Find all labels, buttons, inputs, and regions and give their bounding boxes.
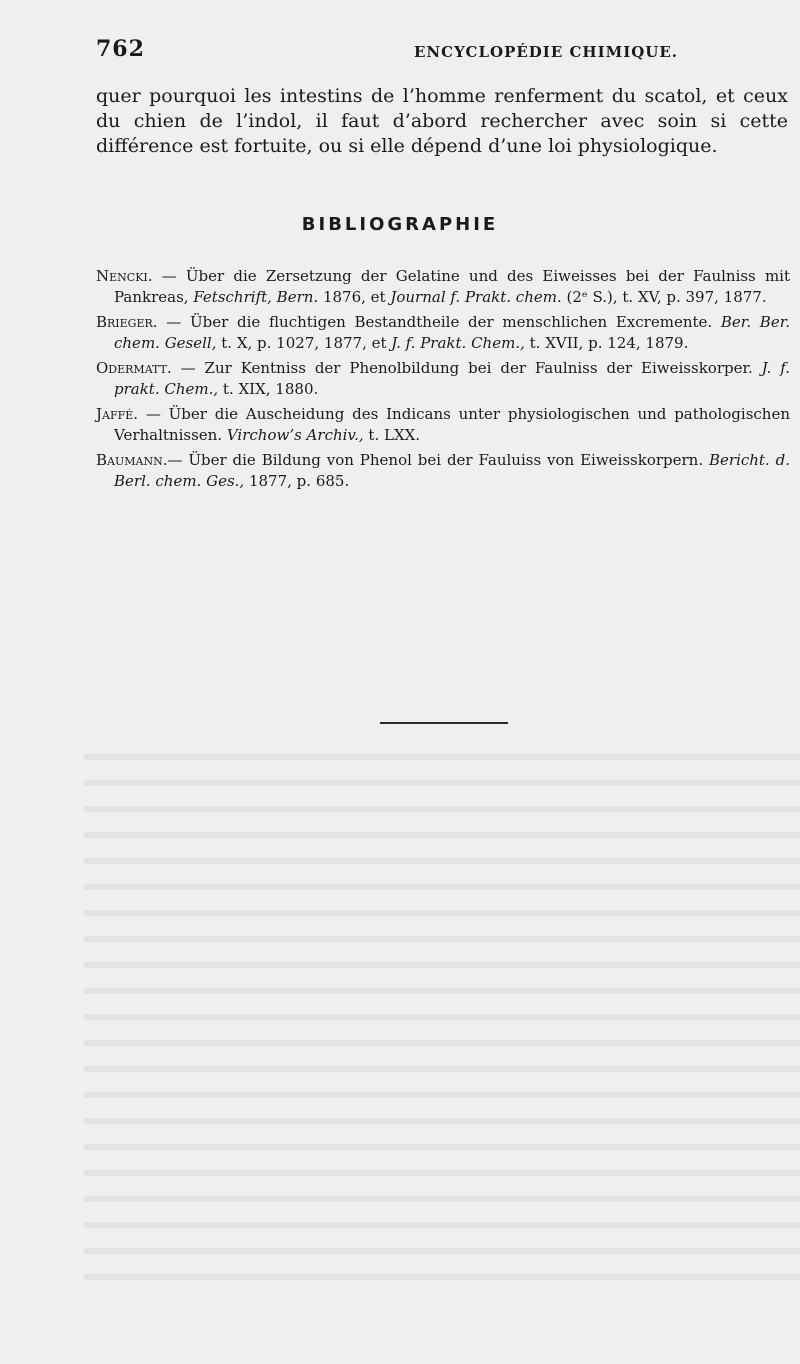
- entry-title: — Über die fluchtigen Bestandtheile der menschlichen Excremente.: [157, 313, 721, 331]
- entry-author: Jaffé.: [96, 405, 139, 423]
- intro-text: quer pourquoi les intestins de l’homme renferment du scatol, et ceux du chien de l’indol, il faut d’abord rechercher avec soin si cette différence est fortuite, ou si elle dépend d’une loi physiologique.: [96, 85, 788, 157]
- entry-title: — Über die Bildung von Phenol bei der Fauluiss von Eiweisskorpern.: [167, 451, 709, 469]
- entry-author: Odermatt.: [96, 359, 172, 377]
- entry-source: Virchow’s Archiv.,: [226, 426, 364, 444]
- entry-details: 1877, p. 685.: [244, 472, 350, 490]
- entry-details: t. XIX, 1880.: [218, 380, 319, 398]
- entry-details: t. X, p. 1027, 1877, et: [216, 334, 392, 352]
- entry-source-2: Journal f. Prakt. chem.: [390, 288, 562, 306]
- entry-source: Ber. Ber. chem. Gesell,: [114, 313, 790, 352]
- bibliography-list: [96, 266, 790, 496]
- entry-title: — Über die Zersetzung der Gelatine und des Eiweisses bei der Faulniss mit Pankreas,: [114, 267, 790, 306]
- section-divider: [380, 722, 508, 724]
- entry-title: — Zur Kentniss der Phenolbildung bei der Faulniss der Eiweisskorper.: [171, 359, 762, 377]
- bibliography-entry: [96, 312, 790, 354]
- intro-paragraph: [96, 84, 788, 159]
- entry-details-2: t. XVII, p. 124, 1879.: [524, 334, 689, 352]
- bibliography-entry: [96, 404, 790, 446]
- entry-author: Baumann.: [96, 451, 168, 469]
- entry-details-2: (2ᵉ S.), t. XV, p. 397, 1877.: [561, 288, 767, 306]
- running-title: ENCYCLOPÉDIE CHIMIQUE.: [414, 43, 679, 61]
- bibliography-title: BIBLIOGRAPHIE: [301, 214, 499, 235]
- bibliography-entry: [96, 450, 790, 492]
- entry-author: Nencki.: [96, 267, 153, 285]
- bibliography-entry: [96, 358, 790, 400]
- entry-source-2: J. f. Prakt. Chem.,: [391, 334, 525, 352]
- page-number: 762: [96, 36, 145, 62]
- entry-source: Bericht. d. Berl. chem. Ges.,: [114, 451, 790, 490]
- bleed-through-texture: [84, 740, 800, 1300]
- page-header: [96, 36, 786, 66]
- entry-source: J. f. prakt. Chem.,: [114, 359, 790, 398]
- entry-details: 1876, et: [318, 288, 391, 306]
- entry-source: Fetschrift, Bern.: [193, 288, 319, 306]
- bibliography-entry: [96, 266, 790, 308]
- entry-author: Brieger.: [96, 313, 158, 331]
- entry-details: t. LXX.: [363, 426, 421, 444]
- entry-title: — Über die Auscheidung des Indicans unter physiologischen und pathologischen Verhaltnissen.: [114, 405, 790, 444]
